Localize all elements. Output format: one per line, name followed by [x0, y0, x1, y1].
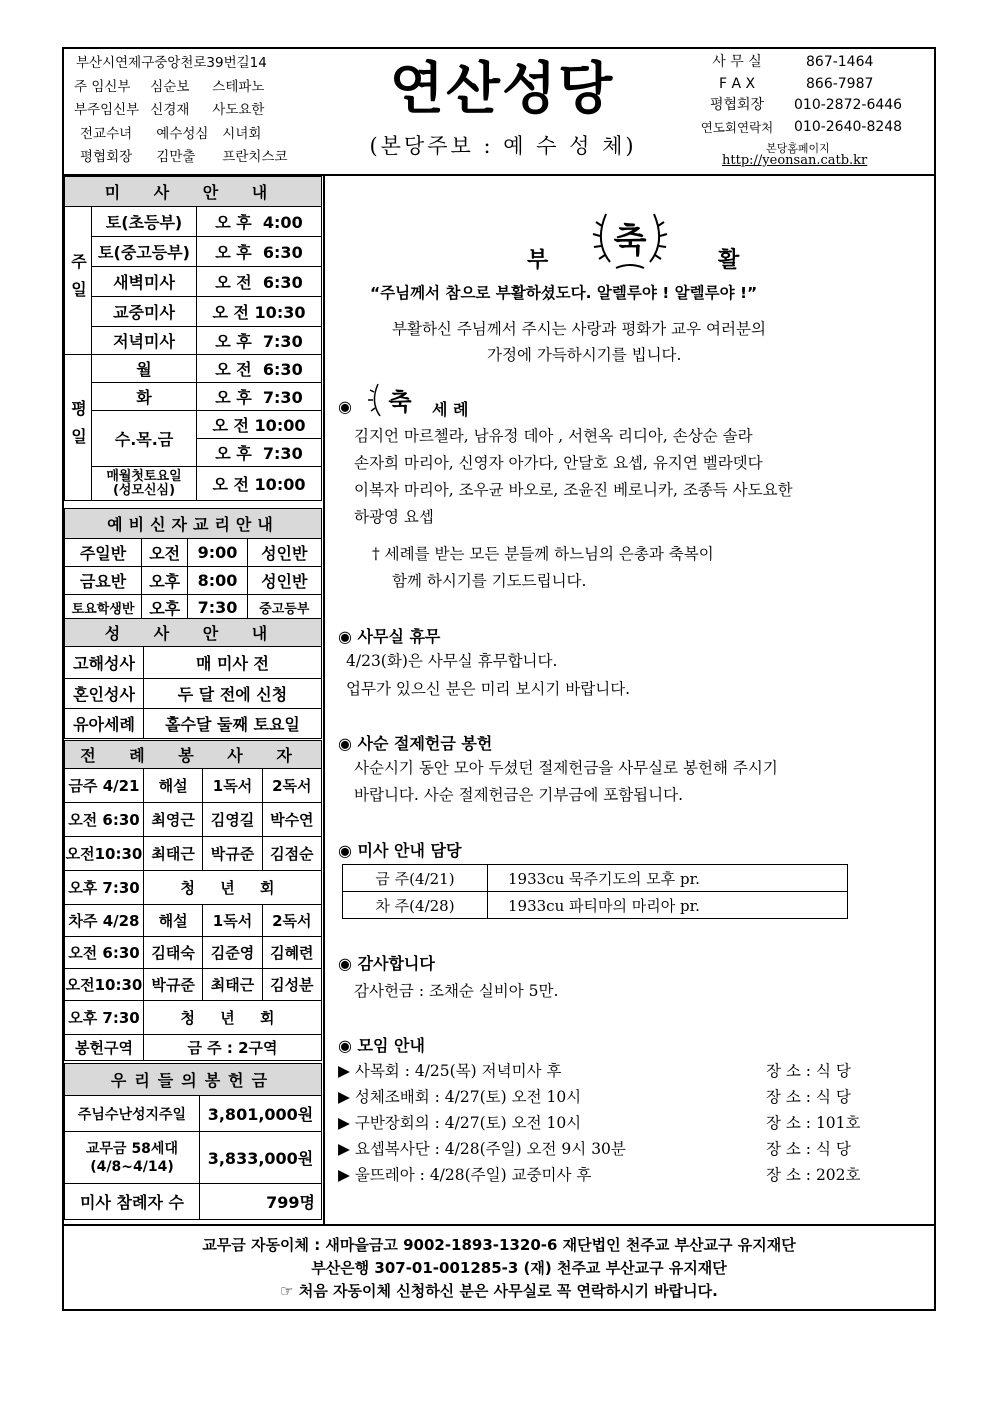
auto-transfer-info: 교무금 자동이체 : 새마을금고 9002-1893-1320-6 재단법인 천주교 부산교구 유지재단	[202, 1236, 796, 1254]
meeting-place: 장 소 : 식 당	[766, 1062, 851, 1080]
catechumen-table: 예비신자교리안내 주일반 오전 9:00 성인반 금요반 오후 8:00 성인반 토요학생반 오후 7:30 중고등부	[64, 508, 322, 621]
bulletin-subtitle: (본당주보 : 예 수 성 체)	[369, 134, 637, 158]
staff-row: 전교수녀 예수성심 시녀회	[80, 125, 262, 142]
meeting-event: ▶ 사목회 : 4/25(목) 저녁미사 후	[338, 1062, 562, 1080]
easter-message-2: 가정에 가득하시기를 빕니다.	[487, 346, 682, 364]
mass-guide-title: 미 사 안 내	[65, 177, 322, 207]
baptism-names: 이복자 마리아, 조우균 바오로, 조윤진 베로니카, 조종득 사도요한	[354, 481, 793, 499]
thanks-title: ◉ 감사합니다	[338, 954, 435, 973]
meeting-place: 장 소 : 식 당	[766, 1140, 851, 1158]
baptism-names: 손자희 마리아, 신영자 아가다, 안달호 요셉, 유지연 벨라뎃다	[354, 454, 763, 472]
footer-divider	[62, 1224, 936, 1226]
staff-row: 주 임신부 심순보 스테파노	[74, 78, 265, 95]
easter-word-2: 활	[718, 248, 740, 273]
office-closed-title: ◉ 사무실 휴무	[338, 627, 441, 646]
staff-info	[66, 52, 328, 170]
office-closed-text: 4/23(화)은 사무실 휴무합니다.	[346, 652, 558, 670]
office-closed-text: 업무가 있으신 분은 미리 보시기 바랍니다.	[346, 680, 631, 698]
meeting-event: ▶ 울뜨레아 : 4/28(주일) 교중미사 후	[338, 1166, 592, 1184]
baptism-prayer: 함께 하시기를 기도드립니다.	[392, 572, 587, 590]
baptism-bullet: ◉	[338, 397, 352, 416]
lent-offering-title: ◉ 사순 절제헌금 봉헌	[338, 734, 493, 753]
meetings-title: ◉ 모임 안내	[338, 1036, 425, 1055]
meeting-event: ▶ 요셉복사단 : 4/28(주일) 오전 9시 30분	[338, 1140, 626, 1158]
baptism-title: 세 례	[432, 400, 469, 419]
easter-quote: “주님께서 참으로 부활하셨도다. 알렐루야 ! 알렐루야 !”	[370, 284, 758, 302]
church-address: 부산시연제구중앙천로39번길14	[76, 55, 267, 71]
easter-word-1: 부	[527, 248, 549, 273]
transfer-notice: ☞ 처음 자동이체 신청하신 분은 사무실로 꼭 연락하시기 바랍니다.	[280, 1282, 718, 1300]
church-title: 연산성당	[389, 57, 615, 122]
baptism-emblem	[368, 378, 426, 422]
celebration-emblem	[590, 202, 670, 278]
staff-row: 평협회장 김만출 프란치스코	[80, 149, 288, 165]
meeting-place: 장 소 : 202호	[766, 1166, 861, 1184]
table-row: 금 주(4/21) 1933cu 묵주기도의 모후 pr.	[343, 865, 848, 892]
meeting-place: 장 소 : 식 당	[766, 1088, 851, 1106]
meeting-event: ▶ 구반장회의 : 4/27(토) 오전 10시	[338, 1114, 582, 1132]
offerings-table: 우리들의봉헌금 주님수난성지주일 3,801,000원 교무금 58세대 (4/8~4/14) 3,833,000원 미사 참례자 수 799명	[64, 1063, 322, 1220]
mass-host-title: ◉ 미사 안내 담당	[338, 841, 462, 860]
weekday-label: 평일	[65, 355, 92, 501]
baptism-names: 하광영 요셉	[354, 508, 434, 526]
mass-guide-table: 미 사 안 내 주일 토(초등부) 오 후 4:00 토(중고등부) 오 후 6:30 새벽미사 오 전 6:30 교중미사 오 전 10:30 저녁미사 오 후 7:30 평일 월 오 전 6:30 화 오 후 7:30 수.목.금 오 전 10:00 오 후 7:30 매월첫토요일 (성모신심) 오 전 10:00	[64, 176, 322, 501]
bank-account-info: 부산은행 307-01-001285-3 (재) 천주교 부산교구 유지재단	[311, 1259, 727, 1277]
easter-message-1: 부활하신 주님께서 주시는 사랑과 평화가 교우 여러분의	[392, 320, 766, 338]
column-divider	[323, 175, 325, 1225]
contact-info: 사 무 실 867-1464 F A X 866-7987 평협회장 010-2872-6446 연도회연락처 010-2640-8248	[700, 54, 903, 135]
baptism-prayer: † 세례를 받는 모든 분들께 하느님의 은총과 축복이	[372, 545, 714, 563]
svg-text:축: 축	[613, 221, 647, 261]
mass-host-table	[342, 864, 848, 919]
meeting-place: 장 소 : 101호	[766, 1114, 861, 1132]
svg-text:축: 축	[388, 388, 412, 416]
homepage-link[interactable]: http://yeonsan.catb.kr	[722, 153, 868, 168]
sunday-label: 주일	[65, 207, 92, 355]
lent-offering-text: 사순시기 동안 모아 두셨던 절제헌금을 사무실로 봉헌해 주시기	[354, 759, 778, 777]
sacraments-table: 성 사 안 내 고해성사 매 미사 전 혼인성사 두 달 전에 신청 유아세례 홀수달 둘째 토요일	[64, 618, 322, 739]
staff-row: 부주임신부 신경재 사도요한	[74, 102, 265, 118]
meeting-event: ▶ 성체조배회 : 4/27(토) 오전 10시	[338, 1088, 582, 1106]
baptism-names: 김지언 마르첼라, 남유정 데아 , 서현옥 리디아, 손상순 솔라	[354, 427, 753, 445]
table-row: 차 주(4/28) 1933cu 파티마의 마리아 pr.	[343, 892, 848, 919]
thanks-text: 감사헌금 : 조채순 실비아 5만.	[354, 982, 559, 1000]
homepage-label: 본당홈페이지	[766, 142, 830, 155]
servers-table: 전 례 봉 사 자 금주 4/21 해설 1독서 2독서 오전 6:30 최영근 김영길 박수연 오전10:30 최태근 박규준 김점순 오후 7:30 청 년 회 차주 4/28 해설 1독서 2독서 오전 6:30 김태숙 김준영 김혜련 오전10:30 박규준 최태근 김성분 오후 7:30 청 년 회 봉헌구역 금 주 : 2구역	[64, 740, 322, 1061]
lent-offering-text: 바랍니다. 사순 절제헌금은 기부금에 포함됩니다.	[354, 786, 684, 804]
